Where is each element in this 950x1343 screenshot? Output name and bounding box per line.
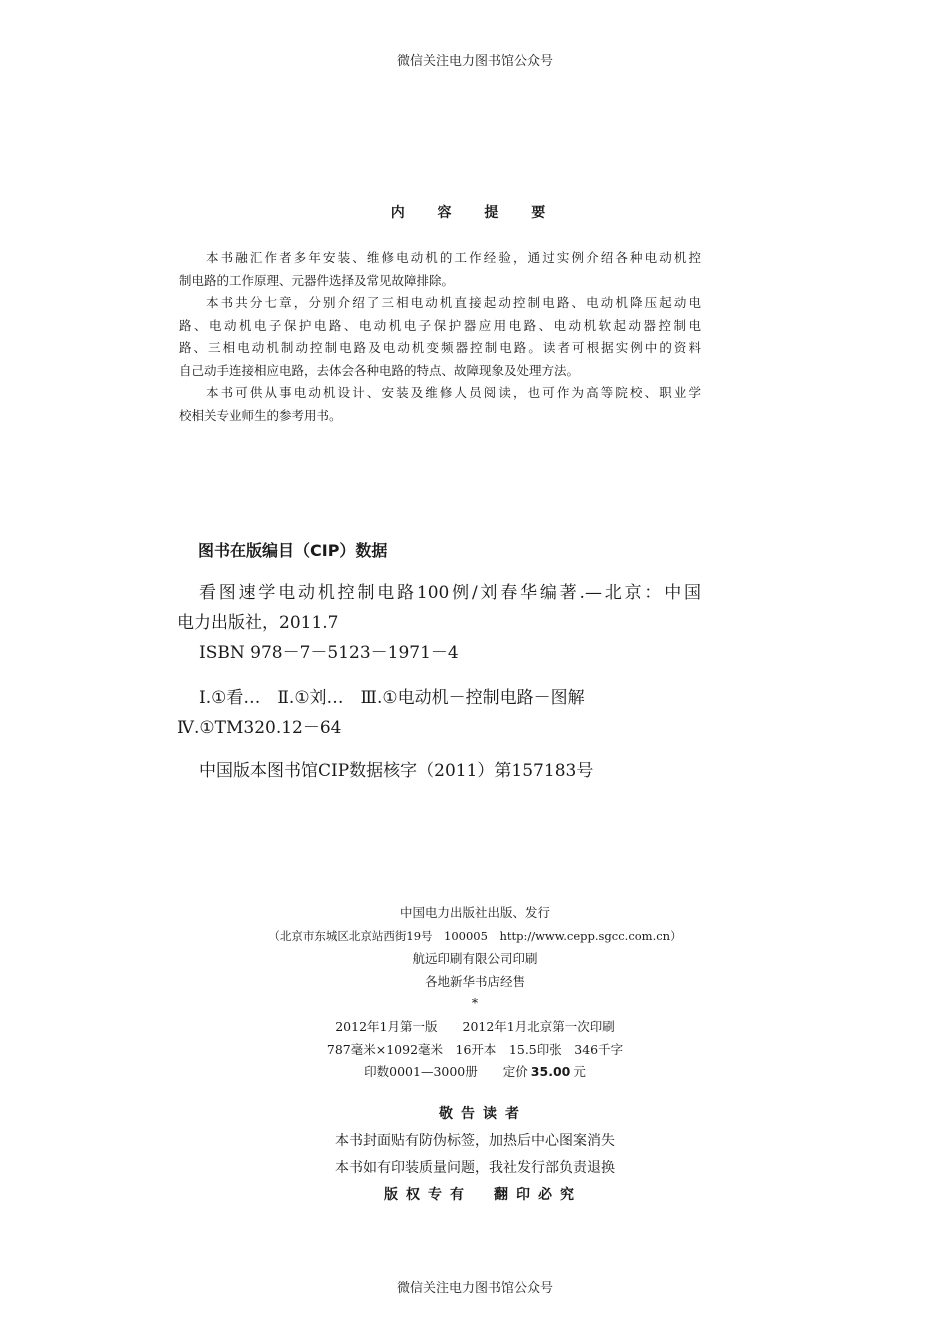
abstract-line: 本书融汇作者多年安装、维修电动机的工作经验，通过实例介绍各种电动机控 <box>206 250 701 265</box>
abstract-line: 路、三相电动机制动控制电路及电动机变频器控制电路。读者可根据实例中的资料 <box>179 340 701 355</box>
abstract-line: 本书可供从事电动机设计、安装及维修人员阅读，也可作为高等院校、职业学 <box>206 385 701 400</box>
abstract-body <box>179 247 701 427</box>
print-run-price <box>0 1062 950 1080</box>
abstract-line: 本书共分七章，分别介绍了三相电动机直接起动控制电路、电动机降压起动电 <box>206 295 701 310</box>
price-unit: 元 <box>573 1064 586 1079</box>
notice-line: 本书如有印装质量问题，我社发行部负责退换 <box>335 1160 615 1176</box>
abstract-line: 校相关专业师生的参考用书。 <box>179 407 342 423</box>
abstract-line: 路、电动机电子保护电路、电动机电子保护器应用电路、电动机软起动器控制电 <box>179 317 701 333</box>
cip-line: 电力出版社，2011.7 <box>177 613 339 633</box>
abstract-line: 制电路的工作原理、元器件选择及常见故障排除。 <box>179 272 455 288</box>
notice-heading: 敬告读者 <box>439 1106 527 1122</box>
cip-line: 中国版本图书馆CIP数据核字（2011）第157183号 <box>199 761 594 781</box>
cip-data <box>177 578 701 668</box>
print-run: 印数0001—3000册 <box>364 1064 478 1079</box>
price-label: 定价 <box>502 1064 528 1079</box>
cip-record <box>177 756 701 786</box>
cip-line: 看图速学电动机控制电路100例/刘春华编著.—北京：中国 <box>199 583 701 603</box>
publisher-name: 中国电力出版社出版、发行 <box>399 905 550 920</box>
rights-notice: 版权专有 翻印必究 <box>384 1187 582 1203</box>
cip-classification <box>177 683 701 743</box>
watermark-top: 微信关注电力图书馆公众号 <box>396 54 553 69</box>
cip-line: ISBN 978－7－5123－1971－4 <box>199 643 459 663</box>
edition-info: 2012年1月第一版 2012年1月北京第一次印刷 <box>335 1019 615 1034</box>
cip-title: 图书在版编目（CIP）数据 <box>198 541 388 560</box>
watermark-bottom: 微信关注电力图书馆公众号 <box>396 1281 553 1296</box>
notice-line: 本书封面贴有防伪标签，加热后中心图案消失 <box>335 1133 615 1149</box>
separator: * <box>471 995 479 1010</box>
abstract-line: 自己动手连接相应电路，去体会各种电路的特点、故障现象及处理方法。 <box>179 362 580 378</box>
price-value: 35.00 <box>530 1064 571 1079</box>
cip-line: Ⅳ.①TM320.12－64 <box>177 718 342 738</box>
distributor: 各地新华书店经售 <box>424 974 525 989</box>
abstract-heading: 内 容 提 要 <box>390 205 560 221</box>
format-info: 787毫米×1092毫米 16开本 15.5印张 346千字 <box>326 1042 624 1057</box>
printer: 航远印刷有限公司印刷 <box>412 951 538 966</box>
publisher-address: （北京市东城区北京站西街19号 100005 http://www.cepp.sgcc.com.cn） <box>268 929 682 943</box>
cip-line: Ⅰ.①看… Ⅱ.①刘… Ⅲ.①电动机－控制电路－图解 <box>199 688 585 708</box>
